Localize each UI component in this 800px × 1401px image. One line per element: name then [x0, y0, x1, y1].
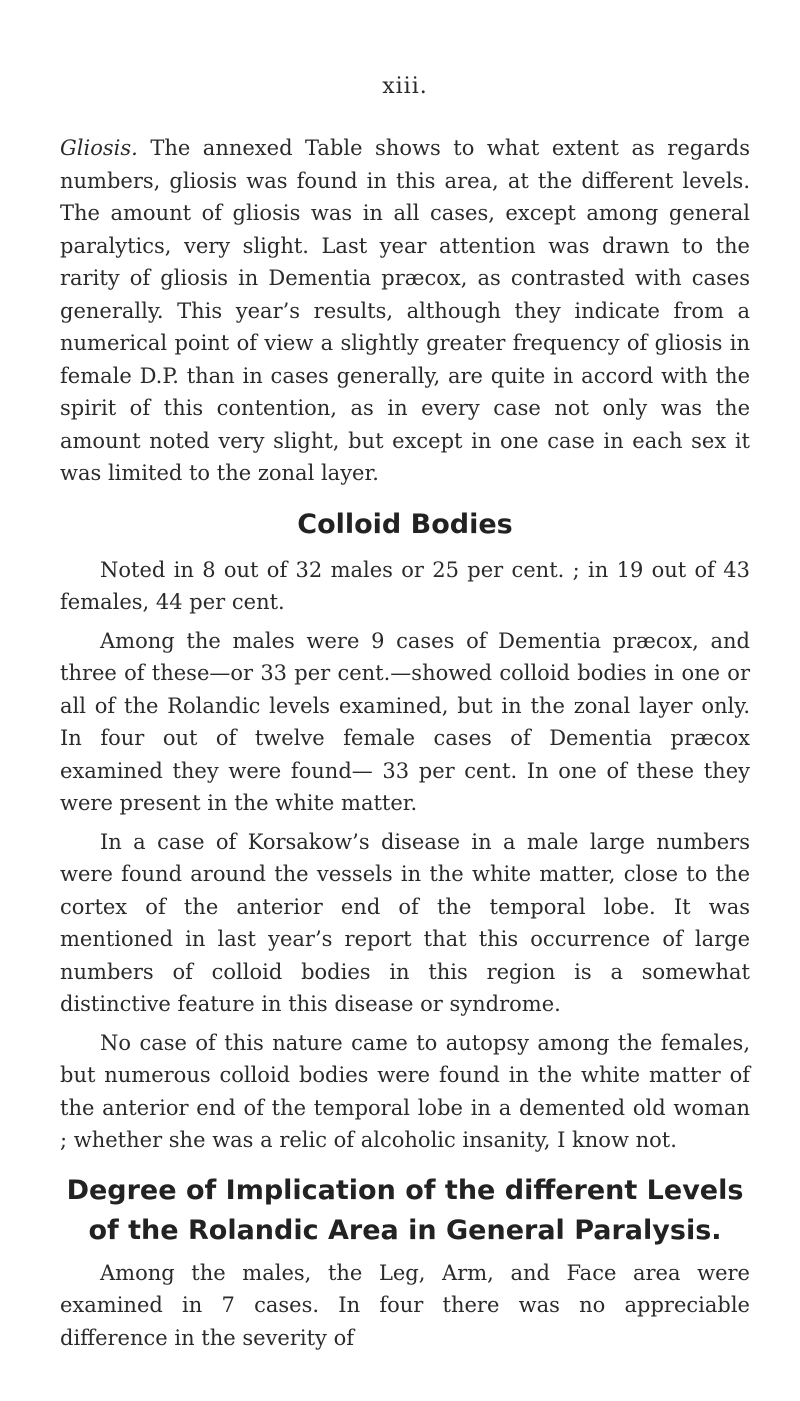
- body-text: [60, 132, 750, 1354]
- implication-heading: [60, 1171, 750, 1251]
- colloid-paragraph-1: Noted in 8 out of 32 males or 25 per cent. ; in 19 out of 43 females, 44 per cent.: [60, 557, 750, 614]
- colloid-paragraph-3: In a case of Korsakow’s disease in a male large numbers were found around the vessels in the white matter, close to the cortex of the anterior end of the temporal lobe. It was mentioned in last year’s report that this occurrence of large numbers of colloid bodies in this region is a somewhat distinctive feature in this disease or syndrome.: [60, 829, 750, 1016]
- page-number: xiii.: [382, 74, 428, 99]
- colloid-paragraph-2: Among the males were 9 cases of Dementia præcox, and three of these—or 33 per cent.—showed colloid bodies in one or all of the Rolandic levels examined, but in the zonal layer only. In four out of twelve female cases of Dementia præcox examined they were found— 33 per cent. In one of these they were present in the white matter.: [60, 628, 750, 815]
- implication-paragraph: Among the males, the Leg, Arm, and Face area were examined in 7 cases. In four there was no appreciable difference in the severity of: [60, 1260, 750, 1350]
- gliosis-paragraph: [60, 132, 750, 490]
- gliosis-text: The annexed Table shows to what extent as regards numbers, gliosis was found in this area, at the different levels. The amount of gliosis was in all cases, except among general paralytics, very slight. Last year attention was drawn to the rarity of gliosis in Dementia præcox, as contrasted with cases generally. This year’s results, although they indicate from a numerical point of view a slightly greater frequency of gliosis in female D.P. than in cases generally, are quite in accord with the spirit of this contention, as in every case not only was the amount noted very slight, but except in one case in each sex it was limited to the zonal layer.: [60, 136, 750, 485]
- implication-heading-line-1: Degree of Implication of the different Levels: [66, 1174, 744, 1206]
- implication-heading-line-2: of the Rolandic Area in General Paralysis.: [88, 1214, 722, 1246]
- gliosis-run-in-heading: Gliosis.: [60, 136, 138, 160]
- colloid-paragraph-4: No case of this nature came to autopsy among the females, but numerous colloid bodies were found in the white matter of the anterior end of the temporal lobe in a demented old woman ; whether she was a relic of alcoholic insanity, I know not.: [60, 1030, 750, 1152]
- colloid-bodies-heading: Colloid Bodies: [297, 508, 513, 540]
